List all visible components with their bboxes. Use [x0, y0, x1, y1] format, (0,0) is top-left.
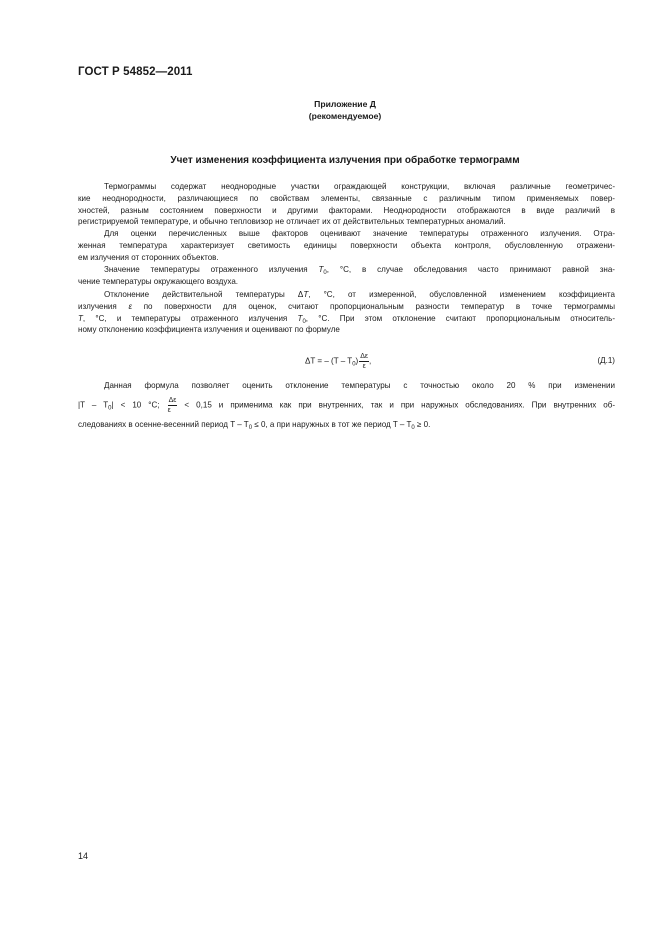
- document-standard-id: ГОСТ Р 54852—2011: [78, 66, 193, 78]
- paragraph-4-line: ному отклонению коэффициента излучения и оценивают по формуле: [78, 325, 340, 335]
- paragraph-1: [78, 181, 615, 228]
- paragraph-2-line: ем излучения от сторонних объектов.: [78, 252, 219, 262]
- paragraph-5-line: $|T - T_0| < 10$ °С; $\frac{\Delta\varepsilon}{\varepsilon}$ < 0,15 и применима как при внутренних, так и при наружных обследованиях. При внутренних об-: [78, 396, 616, 414]
- paragraph-5-line: Данная формула позволяет оценить отклонение температуры с точностью около 20 % при изменении: [104, 381, 615, 390]
- paragraph-2-line: женная температура характеризует светимость единицы поверхности объекта контроля, обусловленную отражени-: [78, 240, 615, 250]
- paragraph-1-line: Термограммы содержат неоднородные участки ограждающей конструкции, включая различные геометричес-: [104, 182, 615, 191]
- paragraph-2: [78, 228, 615, 263]
- paragraph-4-line: T, °С, и температуры отраженного излучения $T_0$, °С. При этом отклонение считают пропорциональным относитель-: [78, 313, 615, 325]
- inline-fraction: $\frac{\Delta\varepsilon}{\varepsilon}$: [167, 396, 177, 414]
- paragraph-3: [78, 264, 615, 288]
- paragraph-1-line: регистрируемой температуре, и обычно тепловизор не отличает их от действительных температурных аномалий.: [78, 217, 506, 227]
- paragraph-3-line: чение температуры окружающего воздуха.: [78, 276, 239, 286]
- formula-expression: ΔT = – $(T - T_0)$ $\frac{\Delta\varepsilon}{\varepsilon}$ ,: [305, 353, 372, 370]
- page-number: 14: [78, 851, 89, 861]
- paragraph-2-line: Для оценки перечисленных выше факторов оценивают значение температуры отраженного излучения. Отра-: [104, 229, 615, 238]
- paragraph-3-line: Значение температуры отраженного излучения $T_0$, °С, в случае обследования часто принимают равной зна-: [104, 265, 615, 276]
- paragraph-4-line: Отклонение действительной температуры ΔT, °С, от измеренной, обусловленной изменением коэффициента: [104, 290, 615, 299]
- paragraph-5-line: следованиях в осенне-весенний период $T - T_0 \le 0$, а при наружных в тот же период $T - T_0 \ge 0$.: [78, 419, 431, 431]
- formula-d1: [78, 346, 615, 376]
- paragraph-5: [78, 380, 615, 431]
- paragraph-1-line: кие неоднородности, различающиеся по свойствам элементы, связанные с различным типом применяемых повер-: [78, 193, 615, 203]
- paragraph-4: [78, 289, 615, 336]
- annex-status: (рекомендуемое): [308, 111, 382, 121]
- formula-fraction: $\frac{\Delta\varepsilon}{\varepsilon}$: [360, 353, 369, 370]
- paragraph-4-line: излучения ε по поверхности для оценок, считают пропорциональным разности температур в точке термограммы: [78, 301, 616, 311]
- section-title: Учет изменения коэффициента излучения при обработке термограмм: [170, 155, 520, 166]
- annex-label: Приложение Д: [314, 99, 376, 109]
- paragraph-1-line: хностей, разным состоянием поверхности и другими факторами. Неоднородности отображаются в виде различий в: [78, 205, 615, 215]
- formula-number: (Д.1): [597, 356, 615, 365]
